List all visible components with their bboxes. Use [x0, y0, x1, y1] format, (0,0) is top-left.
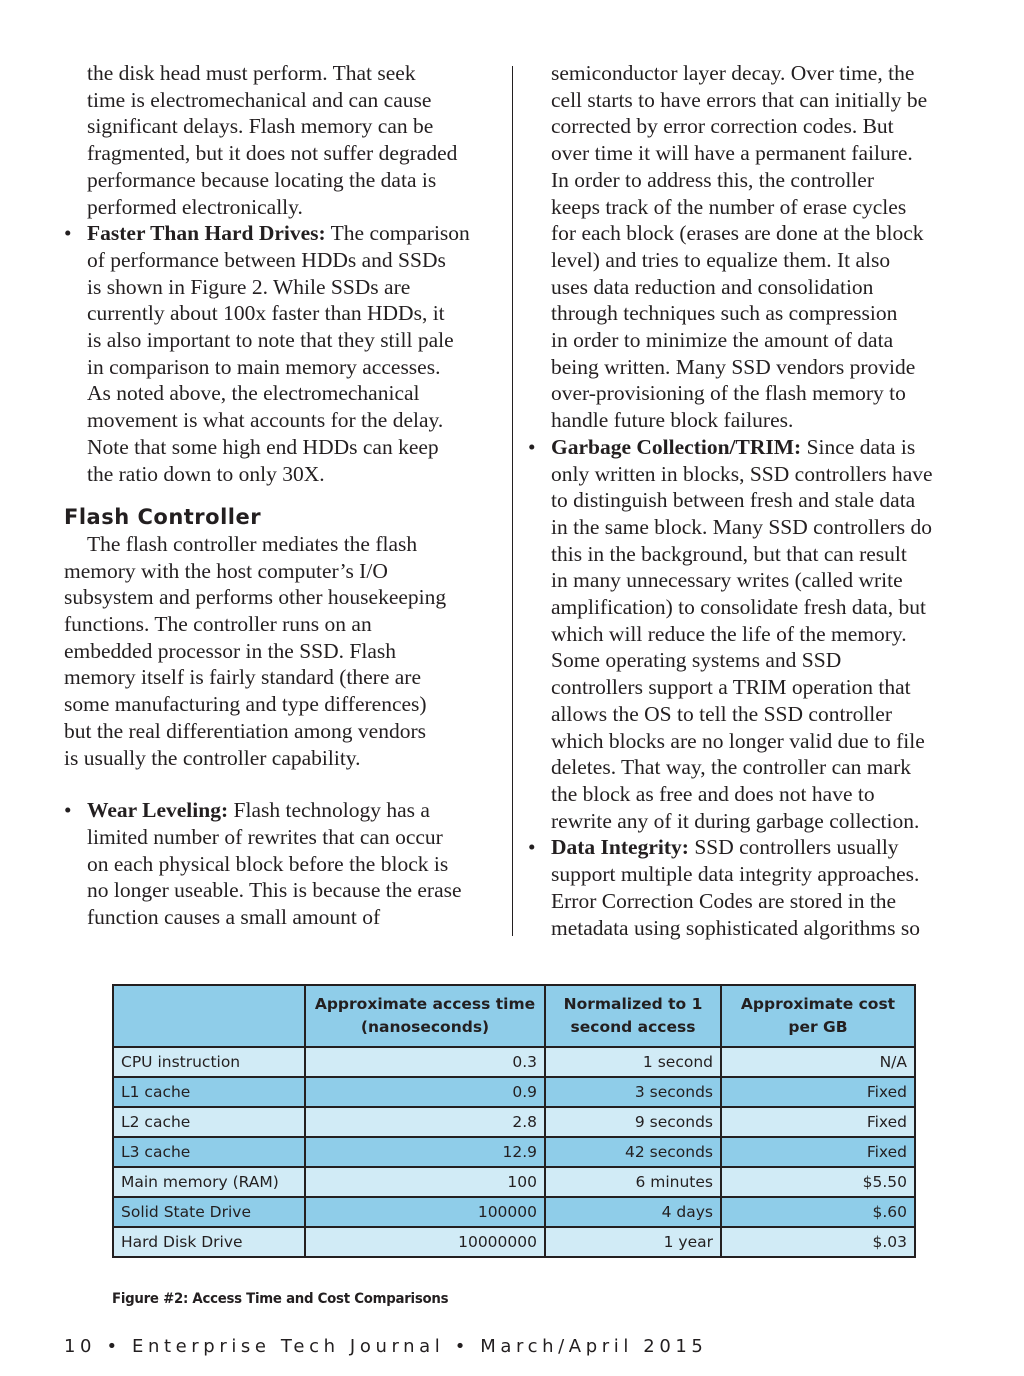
table-row — [113, 1137, 915, 1167]
cost-cell: Fixed — [721, 1137, 915, 1167]
normalized-cell: 9 seconds — [545, 1107, 721, 1137]
text-line: the block as free and does not have to — [551, 781, 875, 806]
bullet-data-integrity — [528, 834, 968, 941]
continued-list-text — [528, 60, 968, 434]
text-line: through techniques such as compression — [551, 301, 898, 326]
text-line: In order to address this, the controller — [551, 167, 875, 192]
text-line: semiconductor layer decay. Over time, the — [551, 61, 915, 85]
bullet-list — [64, 220, 504, 487]
bullet-wear-leveling — [64, 797, 504, 931]
text-line: to distinguish between fresh and stale data — [551, 488, 916, 513]
normalized-cell: 1 year — [545, 1227, 721, 1257]
bullet-list — [528, 434, 968, 941]
access-time-cell: 10000000 — [305, 1227, 545, 1257]
access-time-cost-table — [112, 984, 916, 1258]
text-line: memory with the host computer’s I/O — [64, 558, 388, 583]
spacer — [64, 771, 504, 797]
left-column — [64, 60, 504, 931]
text-line: The flash controller mediates the flash — [87, 531, 418, 556]
footer-separator: • — [454, 1336, 470, 1357]
bullet-garbage-collection — [528, 434, 968, 835]
publication-name: Enterprise Tech Journal — [131, 1336, 445, 1357]
access-time-cell: 0.3 — [305, 1047, 545, 1077]
cost-cell: $5.50 — [721, 1167, 915, 1197]
row-label: L3 cache — [113, 1137, 305, 1167]
text-line: this in the background, but that can result — [551, 541, 907, 566]
row-label: CPU instruction — [113, 1047, 305, 1077]
text-line: limited number of rewrites that can occur — [87, 824, 443, 849]
bullet-term: Wear Leveling: — [87, 798, 229, 823]
text-line: for each block (erases are done at the block — [551, 221, 924, 246]
access-time-cell: 12.9 — [305, 1137, 545, 1167]
cost-cell: $.03 — [721, 1227, 915, 1257]
text-line: Some operating systems and SSD — [551, 648, 842, 673]
normalized-cell: 3 seconds — [545, 1077, 721, 1107]
table-row — [113, 1047, 915, 1077]
figure-caption: Figure #2: Access Time and Cost Comparisons — [112, 1291, 449, 1307]
text-line: on each physical block before the block is — [87, 851, 449, 876]
text-line: the disk head must perform. That seek — [87, 61, 416, 85]
cost-cell: N/A — [721, 1047, 915, 1077]
text-line: embedded processor in the SSD. Flash — [64, 638, 397, 663]
header-blank — [113, 985, 305, 1047]
bullet-faster-than-hard-drives — [64, 220, 504, 487]
bullet-term: Faster Than Hard Drives: — [87, 221, 326, 246]
bullet-term: Data Integrity: — [551, 835, 689, 860]
text-line: performance because locating the data is — [87, 167, 437, 192]
table-row — [113, 1167, 915, 1197]
text-line: function causes a small amount of — [87, 905, 381, 930]
access-time-cell: 0.9 — [305, 1077, 545, 1107]
text-line: is usually the controller capability. — [64, 745, 361, 770]
text-line: in order to minimize the amount of data — [551, 328, 894, 353]
text-line: in the same block. Many SSD controllers do — [551, 514, 932, 539]
row-label: Hard Disk Drive — [113, 1227, 305, 1257]
table-row — [113, 1077, 915, 1107]
text-line: no longer useable. This is because the erase — [87, 878, 462, 903]
text-line: fragmented, but it does not suffer degraded — [87, 141, 458, 166]
page-footer — [64, 1336, 707, 1357]
text-line: deletes. That way, the controller can mark — [551, 755, 911, 780]
text-line: rewrite any of it during garbage collection. — [551, 808, 920, 833]
cost-cell: $.60 — [721, 1197, 915, 1227]
bullet-term: Garbage Collection/TRIM: — [551, 434, 802, 459]
row-label: L2 cache — [113, 1107, 305, 1137]
table-row — [113, 1227, 915, 1257]
right-column — [528, 60, 968, 941]
table-header-row — [113, 985, 915, 1047]
normalized-cell: 4 days — [545, 1197, 721, 1227]
bullet-text: Flash technology has a — [228, 798, 430, 823]
table-row — [113, 1197, 915, 1227]
access-time-cell: 100 — [305, 1167, 545, 1197]
text-line: time is electromechanical and can cause — [87, 87, 432, 112]
text-line: support multiple data integrity approaches. — [551, 862, 920, 887]
text-line: is shown in Figure 2. While SSDs are — [87, 274, 411, 299]
text-line: only written in blocks, SSD controllers have — [551, 461, 933, 486]
text-line: cell starts to have errors that can initially be — [551, 87, 928, 112]
text-line: is also important to note that they still pale — [87, 328, 454, 353]
bullet-text: Since data is — [801, 434, 916, 459]
text-line: in many unnecessary writes (called write — [551, 568, 903, 593]
text-line: significant delays. Flash memory can be — [87, 114, 434, 139]
normalized-cell: 1 second — [545, 1047, 721, 1077]
text-line: being written. Many SSD vendors provide — [551, 354, 916, 379]
bullet-text: The comparison — [325, 221, 470, 246]
text-line: amplification) to consolidate fresh data, but — [551, 595, 926, 620]
footer-separator: • — [106, 1336, 122, 1357]
text-line: over time it will have a permanent failure. — [551, 141, 913, 166]
text-line: Error Correction Codes are stored in the — [551, 888, 897, 913]
text-line: memory itself is fairly standard (there are — [64, 665, 421, 690]
paragraph — [64, 531, 504, 771]
table-row — [113, 1107, 915, 1137]
text-line: keeps track of the number of erase cycles — [551, 194, 907, 219]
text-line: but the real differentiation among vendors — [64, 718, 427, 743]
text-line: handle future block failures. — [551, 408, 794, 433]
cost-cell: Fixed — [721, 1077, 915, 1107]
normalized-cell: 6 minutes — [545, 1167, 721, 1197]
text-line: corrected by error correction codes. But — [551, 114, 894, 139]
page-number: 10 — [64, 1336, 97, 1357]
access-time-cell: 100000 — [305, 1197, 545, 1227]
issue-date: March/April 2015 — [480, 1336, 708, 1357]
text-line: movement is what accounts for the delay. — [87, 408, 444, 433]
text-line: metadata using sophisticated algorithms so — [551, 915, 921, 940]
text-line: over-provisioning of the flash memory to — [551, 381, 906, 406]
text-line: which will reduce the life of the memory. — [551, 621, 907, 646]
row-label: L1 cache — [113, 1077, 305, 1107]
text-line: which blocks are no longer valid due to file — [551, 728, 925, 753]
text-line: controllers support a TRIM operation that — [551, 675, 911, 700]
row-label: Solid State Drive — [113, 1197, 305, 1227]
header-normalized: Normalized to 1 second access — [545, 985, 721, 1047]
cost-cell: Fixed — [721, 1107, 915, 1137]
text-line: performed electronically. — [87, 194, 303, 219]
header-cost: Approximate cost per GB — [721, 985, 915, 1047]
section-heading: Flash Controller — [64, 505, 262, 530]
normalized-cell: 42 seconds — [545, 1137, 721, 1167]
row-label: Main memory (RAM) — [113, 1167, 305, 1197]
text-line: As noted above, the electromechanical — [87, 381, 420, 406]
text-line: functions. The controller runs on an — [64, 612, 372, 637]
text-line: some manufacturing and type differences) — [64, 692, 427, 717]
text-line: currently about 100x faster than HDDs, it — [87, 301, 445, 326]
bullet-list — [64, 797, 504, 931]
text-line: subsystem and performs other housekeeping — [64, 585, 447, 610]
continued-list-text — [64, 60, 504, 220]
access-time-cell: 2.8 — [305, 1107, 545, 1137]
text-line: allows the OS to tell the SSD controller — [551, 701, 892, 726]
column-divider — [512, 66, 513, 936]
bullet-text: SSD controllers usually — [688, 835, 899, 860]
header-access-time: Approximate access time (nanoseconds) — [305, 985, 545, 1047]
text-line: uses data reduction and consolidation — [551, 274, 874, 299]
text-line: Note that some high end HDDs can keep — [87, 434, 439, 459]
text-line: the ratio down to only 30X. — [87, 461, 325, 486]
text-line: of performance between HDDs and SSDs — [87, 247, 446, 272]
text-line: level) and tries to equalize them. It also — [551, 247, 891, 272]
text-line: in comparison to main memory accesses. — [87, 354, 441, 379]
